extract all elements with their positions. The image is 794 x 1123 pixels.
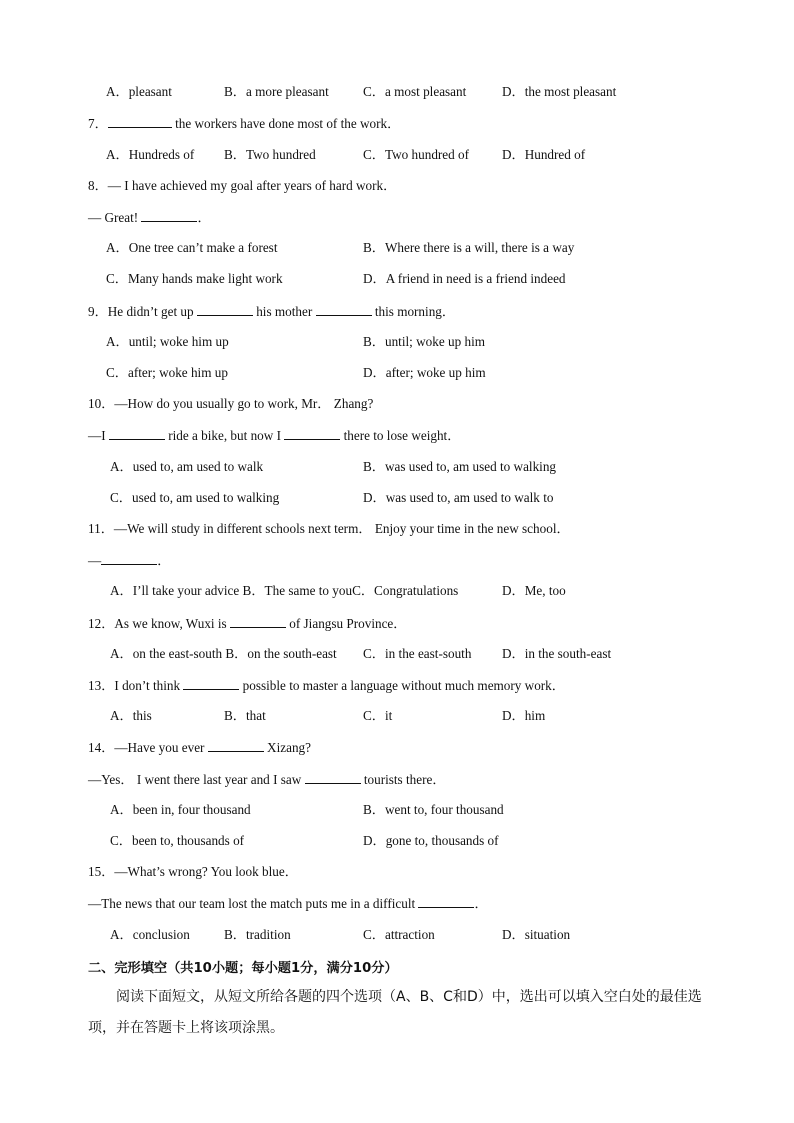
q9-option-a: A．until; woke him up (106, 334, 229, 349)
q14-text-end: Xizang? (263, 740, 311, 755)
q10-response-start: —I (88, 428, 109, 443)
q10-response-end: there to lose weight． (340, 428, 461, 443)
q15-response-start: —The news that our team lost the match puts me in a difficult (88, 896, 419, 911)
q10-blank-2 (284, 427, 340, 440)
q8-response-start: — Great! (88, 210, 142, 225)
q8-response (88, 209, 211, 226)
q11-options-abc: A．I’ll take your advice B．The same to youC．Congratulations (110, 583, 459, 598)
q8-question: 8．— I have achieved my goal after years of hard work． (88, 178, 397, 193)
q10-blank-1 (109, 427, 165, 440)
q14-option-d: D．gone to, thousands of (363, 833, 499, 848)
q14-option-c: C．been to, thousands of (110, 833, 245, 848)
q14-response (88, 771, 446, 788)
q14-text-start: 14．—Have you ever (88, 740, 208, 755)
q10-response (88, 427, 460, 444)
q7-option-d: D．Hundred of (502, 147, 586, 162)
q15-question: 15．—What’s wrong? You look blue． (88, 864, 298, 879)
q11-option-d: D．Me, too (502, 583, 566, 598)
q11-response (88, 552, 170, 569)
q7-option-c: C．Two hundred of (363, 147, 470, 162)
q12-options-ab: A．on the east-south B．on the south-east (110, 646, 337, 661)
q13-option-b: B．that (224, 708, 266, 723)
q13-option-a: A．this (110, 708, 152, 723)
q10-option-c: C．used to, am used to walking (110, 490, 280, 505)
q7-blank (108, 115, 172, 128)
q8-option-c: C．Many hands make light work (106, 271, 283, 286)
q9-option-d: D．after; woke up him (363, 365, 486, 380)
q13-text-end: possible to master a language without much memory work． (239, 678, 565, 693)
q7-number: 7． (88, 116, 108, 131)
q9-option-c: C．after; woke him up (106, 365, 228, 380)
q9-text-end: this morning． (371, 304, 456, 319)
q13-option-d: D．him (502, 708, 546, 723)
q11-blank (101, 552, 157, 565)
q15-response-end: ． (474, 896, 488, 911)
q10-question: 10．—How do you usually go to work, Mr． Zhang? (88, 396, 374, 411)
q11-response-start: — (88, 553, 102, 568)
q15-option-d: D．situation (502, 927, 571, 942)
q12-option-d: D．in the south-east (502, 646, 612, 661)
q10-response-mid: ride a bike, but now I (164, 428, 285, 443)
q14-blank-1 (208, 739, 264, 752)
q14-response-start: —Yes． I went there last year and I saw (88, 772, 305, 787)
q8-option-d: D．A friend in need is a friend indeed (363, 271, 566, 286)
q8-option-b: B．Where there is a will, there is a way (363, 240, 575, 255)
q14-option-b: B．went to, four thousand (363, 802, 504, 817)
q7-text: the workers have done most of the work． (171, 116, 401, 131)
q9-text-start: 9．He didn’t get up (88, 304, 197, 319)
q8-blank (141, 209, 197, 222)
q9-blank-1 (197, 303, 253, 316)
q12-blank (230, 615, 286, 628)
q13-question (88, 677, 565, 694)
q11-question: 11．—We will study in different schools next term． Enjoy your time in the new school． (88, 521, 570, 536)
q8-response-end: ． (197, 210, 211, 225)
q9-blank-2 (316, 303, 372, 316)
q15-option-b: B．tradition (224, 927, 291, 942)
q6-option-c: C．a most pleasant (363, 84, 467, 99)
q6-option-d: D．the most pleasant (502, 84, 617, 99)
q6-option-b: B．a more pleasant (224, 84, 329, 99)
q7-question (88, 115, 400, 132)
q13-blank (183, 677, 239, 690)
q6-option-a: A．pleasant (106, 84, 172, 99)
q9-question (88, 303, 455, 320)
q10-option-a: A．used to, am used to walk (110, 459, 264, 474)
section-heading: 二、完形填空（共10小题；每小题1分，满分10分） (88, 961, 398, 976)
q14-blank-2 (305, 771, 361, 784)
q11-response-end: ． (157, 553, 171, 568)
q14-question (88, 739, 311, 756)
q10-option-d: D．was used to, am used to walk to (363, 490, 554, 505)
q15-blank (418, 895, 474, 908)
section-instruction: 阅读下面短文，从短文所给各题的四个选项（A、B、C和D）中，选出可以填入空白处的最佳选项，并在答题卡上将该项涂黑。 (88, 989, 702, 1036)
q15-option-a: A．conclusion (110, 927, 190, 942)
q14-option-a: A．been in, four thousand (110, 802, 251, 817)
q14-response-end: tourists there． (360, 772, 446, 787)
q12-text-start: 12．As we know, Wuxi is (88, 616, 230, 631)
q7-option-a: A．Hundreds of (106, 147, 195, 162)
q15-option-c: C．attraction (363, 927, 435, 942)
q12-option-c: C．in the east-south (363, 646, 472, 661)
q8-option-a: A．One tree can’t make a forest (106, 240, 278, 255)
q10-option-b: B．was used to, am used to walking (363, 459, 557, 474)
q12-text-end: of Jiangsu Province． (285, 616, 407, 631)
q9-text-mid: his mother (252, 304, 316, 319)
q13-text-start: 13．I don’t think (88, 678, 184, 693)
q12-question (88, 615, 406, 632)
q9-option-b: B．until; woke up him (363, 334, 485, 349)
q7-option-b: B．Two hundred (224, 147, 316, 162)
q15-response (88, 895, 488, 912)
q13-option-c: C．it (363, 708, 393, 723)
